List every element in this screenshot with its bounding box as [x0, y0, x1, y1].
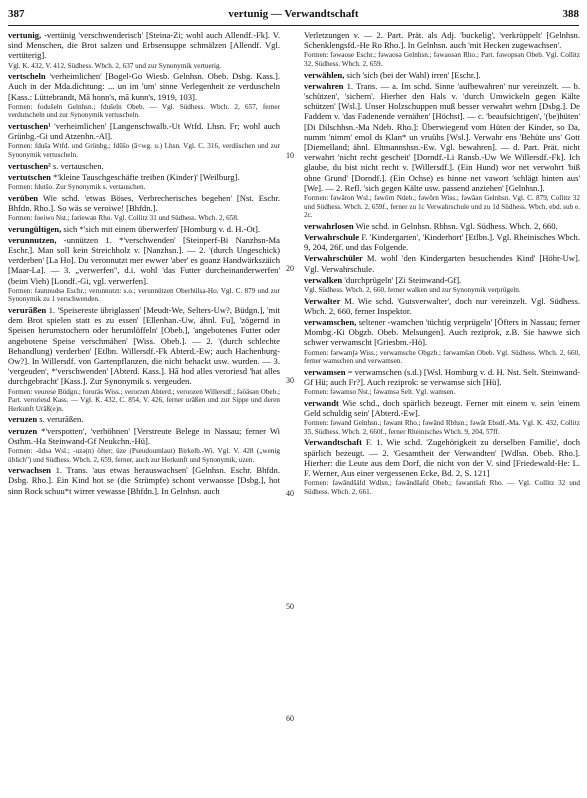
line-number: 30	[286, 376, 294, 385]
entry-definition: F. 'Kindergarten', 'Kinderhort' [Etlbn.]. Vgl. Rheinisches Wbch. 9, 204, 26f. und das Folgende.	[304, 232, 580, 253]
entry-definition: *'kleine Tauschgeschäfte treiben (Kinder)' [Weilburg].	[53, 171, 240, 182]
entry-forms-note: Formen: fəwamso Nst.; fəwamsə Selt. Vgl. wamsen.	[304, 388, 456, 397]
dictionary-entry	[8, 224, 280, 234]
dictionary-entry	[8, 121, 280, 160]
entry-forms-note: Formen: fəwāndšäfd Wdlsn.; fəwāndšafd Obeb.; fəwantšaft Rho. — Vgl. Collitz 32 und Südhess. Wbch. 2, 661.	[304, 479, 580, 496]
dictionary-entry	[8, 172, 280, 192]
entry-definition: seltener -wamchen 'tüchtig verprügeln' [Öfters in Nassau; ferner Mombg.-Ki Obgzb. Obeb. Melsungen]. Auch reziprok, z.B. Sie hawwe sich schwer verwamscht [Griesbm.-Hö].	[304, 317, 580, 348]
dictionary-entry	[8, 426, 280, 465]
dictionary-entry	[304, 30, 580, 69]
entry-definition: 1. Trans. — a. Im schd. Sinne 'aufbewahren' nur vereinzelt. — b. 'schützen', 'sichern'. Hierher den Hals v. 'durch Umwickeln gegen Kälte schützen' [Wsl.]. Unser Holzschuppen muß besser verwahrt wehrn [Dsbg.]. De Faddem v. 'das Fadenende vernähen' [Höchst]. — c. 'beaufsichtigen', '(be)hüten' [Di Dilschhsn.-Ma Ndeb. Rho.]: Überwiegend vom Hüten der Kinder, so Da, numm 'nimm' emol ds Klan* un vruühs [Wsl.]. Verwahr ens 'Behüte uns' Gott [Diemelland; ähnl. Eltmannshsn.-Ew. Vgl. bewahren]. — d. Part. Prät. nicht verwahrt 'nicht recht gescheit' [Dorndf.-Li Ransb.-Uw We Willersdf.-Fk]. Ich glaube, du bist nicht recht v. [Willersdf.]. (Ein Hund) wor net verwohrt 'biß ohne Grund' [Dorndf.]. (Ein Ochse) es hinne net vawort 'schlägt hinten aus' [We]. — 2. Refl. 'sich gegen Kälte usw. passend anziehen' [Gelnhsn.].	[304, 80, 580, 193]
entry-definition: *'verspotten', 'verhöhnen' [Verstreute Belege in Nassau; ferner Wi Osthm.-Ha Steinwand-Gf Neukchn.-Hü].	[8, 425, 280, 446]
headword: verwachsen	[8, 465, 51, 476]
entry-definition: s. verurāßen.	[39, 414, 84, 425]
dictionary-entry	[8, 305, 280, 413]
dictionary-entry	[304, 367, 580, 397]
headword: verüben	[8, 192, 39, 203]
headword: verwählen,	[304, 69, 345, 80]
entry-definition: M. Wie schd. 'Gutsverwalter', doch nur vereinzelt. Vgl. Südhess. Wbch. 2, 660, ferner Inspektor.	[304, 295, 580, 316]
dictionary-entry	[8, 71, 280, 120]
headword: vertunig,	[8, 30, 42, 40]
entry-definition: F. 1. Wie schd. 'Zugehörigkeit zu derselben Familie', doch spärlich bezeugt. — 2. 'Gesamtheit der Verwandten' [Wdlsn. Obeb. Rho.]. Hierher: die Leute aus dem Dorf, die nicht von der V. sind [Friedewald-He: L. F. Werner, Aus einer vergessenen Ecke, Bd. 2, S. 121]	[304, 437, 580, 479]
headword: Verwalter	[304, 295, 341, 306]
running-title: vertunig — Verwandtschaft	[228, 8, 359, 20]
entry-definition: -unnützen 1. *'verschwenden' [Steinperf-Bi Nanzhsn-Ma Eschr.]. Man soll kein Streichholz v. [Nanzhsn.]. — 2. '(durch Ungeschick) verderben' [La Ho]. Du veronnutzt mer ewwer 'aber' es goanz Handwärkszäich [Maar-La]. — 3. „verwerfen", d.i. wohl 'das Futter durcheinanderwerfen' (beim Vieh) [Londf.-Gi, vgl. verwerfen].	[8, 234, 280, 286]
headword: vertutschen	[8, 171, 51, 182]
headword: vertscheln	[8, 71, 46, 82]
entry-forms-note: Formen: fəwaose Eschr.; fəwaosə Gelnhsn.; fəwaosən Rho.; Part. fəwopsən Obeb. Vgl. Collitz 32, Südhess. Wbch. 2, 659.	[304, 51, 580, 68]
dictionary-entry	[8, 161, 280, 171]
entry-forms-note: Formen: fduša Wtfd. und Grünbg.; fdūšo (ā<wg. u.) Lhsn. Vgl. C. 316, verdüschen und zur Synonymik vertuscheln.	[8, 142, 280, 159]
headword: verwahrlosen	[304, 220, 354, 231]
dictionary-entry	[8, 235, 280, 304]
entry-definition: s. vertauschen.	[52, 160, 104, 171]
dictionary-entry	[304, 437, 580, 496]
entry-forms-note: Vgl. K. 432, V. 412, Südhess. Wbch. 2, 637 und zur Synonymik vertuerig.	[8, 61, 222, 70]
dictionary-entry	[304, 398, 580, 437]
entry-forms-note: Formen: fəwand Gelnhsn.; fəwant Rho.; fəwānd Rbhsn.; fəwāt Ebsdf.-Ma. Vgl. K. 432, Collitz 35, Südhess. Wbch. 2, 660f., ferner Rheinisches Wbch. 9, 204, 57ff.	[304, 419, 580, 436]
headword: verunnutzen,	[8, 234, 57, 245]
page-number-left: 387	[8, 8, 25, 20]
entry-forms-note: Formen: foeiwo Nst.; fəriewən Rho. Vgl. Collitz 31 und Südhess. Wbch. 2, 658.	[8, 214, 239, 222]
headword: verwalken	[304, 274, 343, 285]
entry-definition: sich 'sich (bei der Wahl) irren' [Eschr.].	[346, 69, 481, 80]
entry-definition: 'verheimlichen' [Bogel-Go Wiesb. Gelnhsn. Obeb. Dsbg. Kass.]. Auch in der Mda.dichtung: ... un im 'um' sinne Verlegenheit ze verduscheln [Kass.: Lüttebrandt, Mā honn's, mā kunn's, 1919, 103].	[8, 71, 280, 102]
dictionary-entry	[304, 253, 580, 273]
headword: verurāßen	[8, 305, 47, 315]
entry-forms-note: Formen: fəunnudsə Eschr.; verunnutzt: s.o.; verunnützen Oberhülsa-Ho. Vgl. C. 879 und zur Synonymik zu 1 verschwenden.	[8, 286, 280, 304]
entry-definition: M. wohl 'den Kindergarten besuchendes Kind' [Höhr-Uw]. Vgl. Verwahrschule.	[304, 253, 580, 274]
entry-forms-note: Formen: veurese Büdgn.; foruräs Wiss.; verorzen Abterd.; veroozen Willersdf.; fəöäsən Obeb.; Part. veroriesd Kass. — Vgl. K. 432, C. 854, V. 426, ferner urāßen und zur Sippe und deren Herkunft Urāß(e)n.	[8, 387, 280, 413]
dictionary-entry	[304, 221, 580, 231]
entry-forms-note: Formen: fəwāron Wsl.; fəwōrn Ndeb.; fəwōrn Wiss.; fəwāən Gelnhsn. Vgl. C. 879, Collitz 32 und Südhess. Wbch. 2, 659f., ferner zu 1c Verwahrschule und zu 1d Südhess. Wbch. ebd. sub e. 2c.	[304, 194, 580, 220]
line-number: 60	[286, 714, 294, 723]
dictionary-entry	[8, 465, 280, 496]
headword: vertuschen¹	[8, 121, 51, 131]
headword: vertuschen²	[8, 160, 51, 171]
dictionary-entry	[8, 193, 280, 223]
right-column	[304, 30, 580, 792]
headword: verwamsen	[304, 366, 346, 377]
headword: verwahren	[304, 80, 344, 91]
entry-definition: Verletzungen v. — 2. Part. Prät. als Adj. 'buckelig', 'verkrüppelt' [Gelnhsn. Schenklengsfd.-He Ro Rho.]. In Gelnhsn. auch 'mit Hecken zugewachsen'.	[304, 30, 580, 51]
header-rule	[8, 25, 579, 26]
dictionary-entry	[8, 414, 280, 424]
entry-definition: 1. Trans. 'aus etwas herauswachsen' [Gelnhsn. Eschr. Bhfdn. Dsbg. Rho.]. Ein Kind hot se (die Strümpfe) schont verwaosse [Dsbg.], hot sinn Rock schuu*t wirrer vewasse [Bhfdn.]. In Gelnhsn. auch	[8, 465, 280, 496]
entry-forms-note: Formen: fdutšo. Zur Synonymik s. vertauschen.	[8, 183, 146, 191]
line-number: 20	[286, 264, 294, 273]
entry-definition: -vertünig 'verschwenderisch' [Steina-Zi; wohl auch Allendf.-Fk]. V. sind Menschen, die Brot salzen und Erbsensuppe schmälzen [Allendf. Vgl. vertüterig].	[8, 30, 280, 61]
headword: Verwandtschaft	[304, 437, 362, 448]
entry-definition: = verwamschen (s.d.) [Wsl. Homburg v. d. H. Nst. Selt. Steinwand-Gf Hü; auch Fr?]. Auch reziprok: se verwamse sich [Hü].	[304, 366, 580, 388]
headword: verwamschen,	[304, 317, 357, 328]
dictionary-entry	[304, 70, 580, 80]
headword: Verwahrschüler	[304, 253, 363, 264]
dictionary-entry	[304, 317, 580, 366]
dictionary-entry	[8, 30, 280, 70]
headword: veruzen	[8, 425, 38, 436]
entry-forms-note: Formen: fərwam∫ə Wiss.; verwamsche Obgzb.; fərwamšən Obeb. Vgl. Südhess. Wbch. 2, 660, ferner wamschen und verwamsen.	[304, 348, 580, 366]
headword: veruzen	[8, 414, 38, 425]
dictionary-entry	[304, 232, 580, 252]
entry-definition: 'verheimlichen' [Langenschwalb.-Ut Wtfd. Lhsn. Fr; wohl auch Grünbg.-Gi und Atzenhn.-Al].	[8, 121, 280, 142]
headword: verungültigen,	[8, 223, 62, 234]
headword: verwandt	[304, 397, 339, 408]
page-number-right: 388	[562, 8, 579, 20]
dictionary-entry	[304, 296, 580, 316]
entry-forms-note: Formen: -üdsə Wsl.; -uzə(n) öfter; üze (Pseudoumlaut) Birkelb.-Wi. Vgl. V. 428 („wenig üblich") und Südhess. Wbch. 2, 659, ferner, auch zur Herkunft und Synonymik, uzen.	[8, 447, 280, 464]
dictionary-entry	[304, 81, 580, 220]
line-number: 40	[286, 489, 294, 498]
line-number: 50	[286, 602, 294, 611]
dictionary-entry	[304, 275, 580, 295]
entry-forms-note: Vgl. Südhess. Wbch. 2, 660, ferner walken und zur Synonymik verprügeln.	[304, 286, 521, 295]
entry-definition: Wie schd. in Gelnhsn. Rbhsn. Vgl. Südhess. Wbch. 2, 660.	[355, 220, 558, 231]
left-column	[8, 30, 280, 792]
headword: Verwahrschule	[304, 232, 360, 243]
line-number: 10	[286, 151, 294, 160]
entry-definition: Wie schd. 'etwas Böses, Verbrecherisches begehen' [Nst. Eschr. Bhfdn. Rho.]. So wäs se veroiwe! [Bhfdn.].	[8, 192, 280, 213]
entry-forms-note: Formen: fodušeln Gelnhsn.; fdušeln Obeb. — Vgl. Südhess. Wbch. 2, 657, ferner verdutscheln und zur Synonymik vertuscheln.	[8, 102, 280, 120]
running-header	[8, 8, 579, 24]
entry-definition: 'durchprügeln' [Zi Steinwand-Gf].	[344, 274, 462, 285]
entry-definition: 1. 'Speisereste übriglassen' [Meudt-We, Selters-Uw?, Büdgn.], 'mit dem Brot spielen statt es zu essen' [Ellenhan.-Uw, ähnl. Fu], 'zögernd in Speisen herumstochern oder herumlöffeln' [Obeb.], 'angebotenes Futter oder angebotene Speise verschmähen' [Wiss. Obeb.]. — 2. '(durch schlechte Behandlung) verderben' [Etlbn. Willersdf.-Fk Abterd.-Ew; auch Hachenburg-Ow?]. In Willersdf. von Gartenpflanzen, die nicht behackt usw. wurden. — 3. 'vergeuden', *'verschwenden' [Abterd. Kass.]. Hā hod alles veroriesd 'hat alles durchgebracht' [Kass.]. Zur Synonymik s. vergeuden.	[8, 305, 280, 387]
entry-definition: Wie schd., doch spärlich bezeugt. Ferner mit einem v. sein 'einem Geld schuldig sein' [Abterd.-Ew].	[304, 397, 580, 419]
entry-definition: sich *'sich mit einem überwerfen' [Homburg v. d. H.-Ot].	[63, 223, 261, 234]
